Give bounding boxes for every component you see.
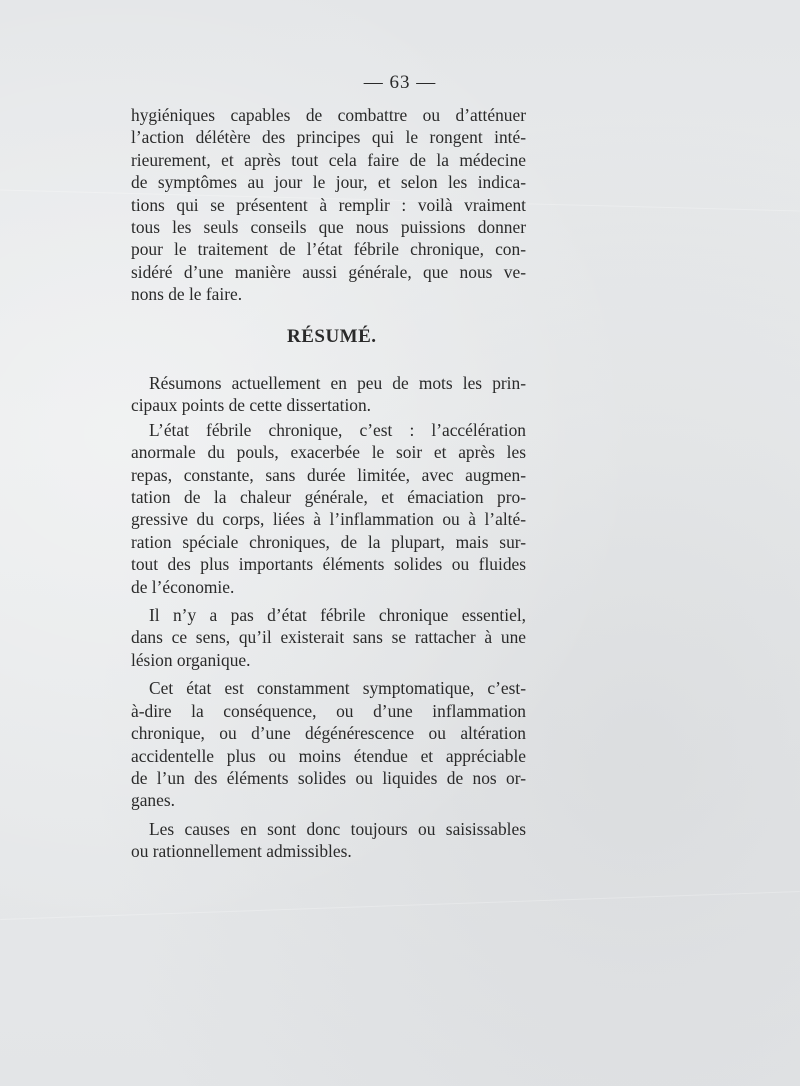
continued-paragraph: [131, 104, 526, 306]
summary-paragraph: [131, 604, 526, 671]
text-line: ration spéciale chroniques, de la plupart, mais sur-: [131, 531, 526, 552]
text-line: L’état fébrile chronique, c’est : l’accélération: [149, 419, 526, 440]
text-line: repas, constante, sans durée limitée, avec augmen-: [131, 464, 526, 485]
summary-paragraph: [131, 372, 526, 417]
text-line: pour le traitement de l’état fébrile chronique, con-: [131, 239, 526, 260]
text-line: sidéré d’une manière aussi générale, que nous ve-: [131, 261, 526, 282]
text-line: rieurement, et après tout cela faire de la médecine: [131, 149, 526, 170]
text-line: hygiéniques capables de combattre ou d’atténuer: [131, 105, 526, 125]
text-line: de l’économie.: [131, 576, 235, 597]
text-line: tation de la chaleur générale, et émaciation pro-: [131, 487, 526, 508]
summary-paragraph: [131, 419, 526, 598]
summary-section: [131, 372, 526, 869]
text-line: Les causes en sont donc toujours ou saisissables: [149, 818, 526, 839]
text-line: tions qui se présentent à remplir : voilà vraiment: [131, 194, 526, 215]
text-line: chronique, ou d’une dégénérescence ou altération: [131, 723, 526, 744]
text-line: Résumons actuellement en peu de mots les prin-: [149, 373, 526, 393]
text-line: de symptômes au jour le jour, et selon les indica-: [131, 172, 526, 193]
text-line: anormale du pouls, exacerbée le soir et après les: [131, 442, 526, 463]
text-line: l’action délétère des principes qui le rongent inté-: [131, 127, 526, 148]
text-line: gressive du corps, liées à l’inflammation ou à l’alté-: [131, 509, 526, 530]
text-line: tout des plus importants éléments solides ou fluides: [131, 554, 526, 575]
text-line: nons de le faire.: [131, 284, 243, 305]
text-line: dans ce sens, qu’il existerait sans se rattacher à une: [131, 627, 526, 648]
text-line: cipaux points de cette dissertation.: [131, 395, 372, 416]
text-line: à-dire la conséquence, ou d’une inflammation: [131, 700, 526, 721]
text-line: ou rationnellement admissibles.: [131, 841, 352, 862]
summary-paragraph: [131, 677, 526, 811]
text-line: tous les seuls conseils que nous puissions donner: [131, 217, 526, 238]
text-line: accidentelle plus ou moins étendue et appréciable: [131, 745, 526, 766]
text-line: Cet état est constamment symptomatique, c’est-: [149, 678, 526, 699]
summary-paragraph: [131, 818, 526, 863]
page-number: — 63 —: [363, 72, 437, 93]
section-heading: RÉSUMÉ.: [287, 326, 377, 347]
text-line: de l’un des éléments solides ou liquides de nos or-: [131, 767, 526, 788]
text-line: Il n’y a pas d’état fébrile chronique essentiel,: [149, 605, 526, 626]
text-line: ganes.: [131, 790, 175, 811]
text-line: lésion organique.: [131, 649, 251, 670]
paper-crease: [0, 891, 800, 920]
